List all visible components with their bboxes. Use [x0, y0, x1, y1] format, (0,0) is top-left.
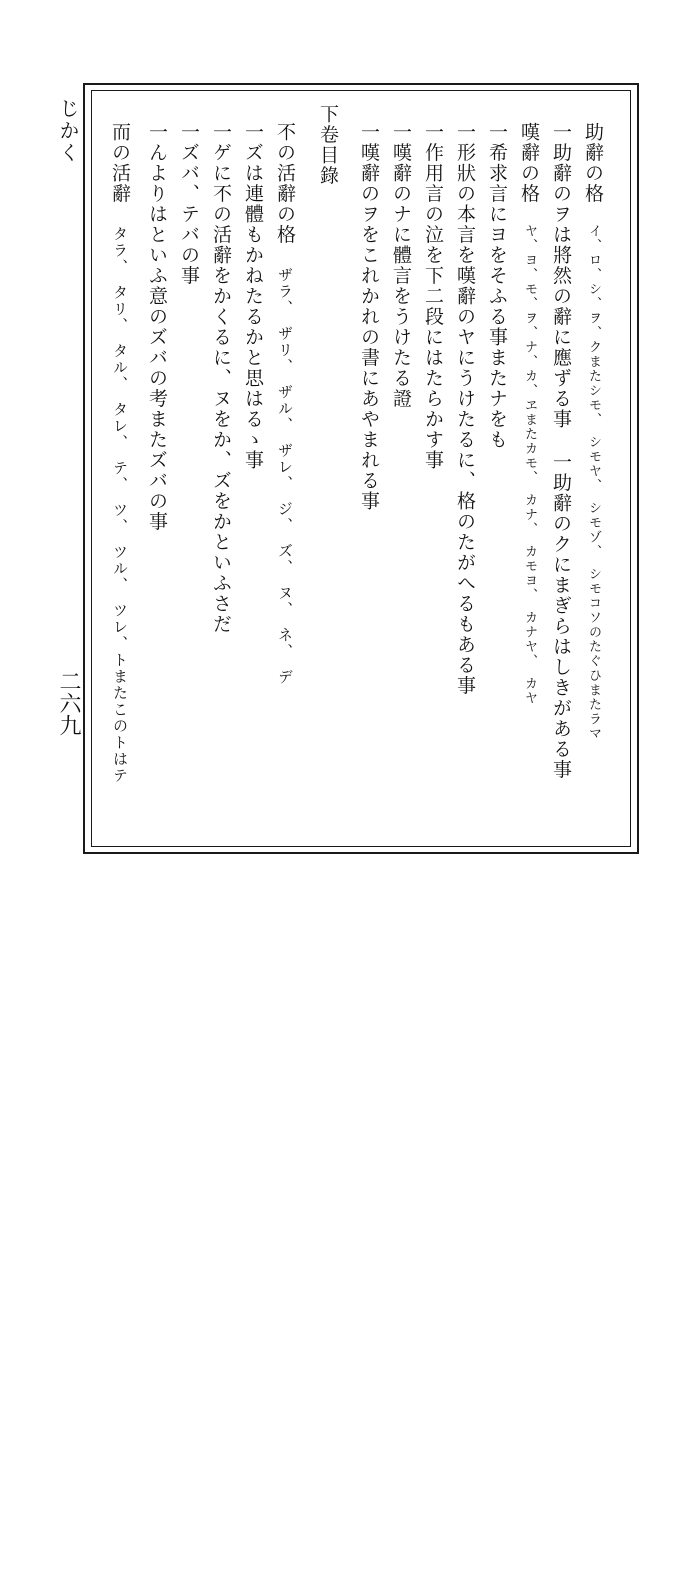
column-body: 一助辭のクにまぎらはしきがある事	[550, 451, 572, 780]
page-number: 二六九	[56, 670, 81, 736]
column-body: ザラ、 ザリ、 ザル、 ザレ、 ジ、 ズ、 ヌ、 ネ、 デ	[276, 267, 294, 686]
text-column	[108, 122, 132, 1039]
column-lead: 一ゲに不の活辭をかくるに、ヌをか、ズをかといふさだ	[210, 122, 232, 635]
text-column	[581, 122, 605, 1039]
text-column	[549, 122, 573, 1039]
column-lead: 一形狀の本言を嘆辭のヤにうけたるに、格のたがへるもある事	[454, 122, 476, 696]
column-lead: 下卷目錄	[317, 104, 339, 186]
column-lead: 助辭の格	[582, 122, 604, 204]
column-body: イ、ロ、シ、ヲ、クまたシモ、 シモヤ、 シモゾ、 シモコソのたぐひまたラマ	[586, 224, 601, 741]
text-column	[389, 122, 413, 1039]
column-lead: 一希求言にヨをそふる事またナをも	[486, 122, 508, 450]
section-heading	[316, 104, 340, 1021]
column-lead: 一作用言の泣を下二段にはたらかす事	[422, 122, 444, 471]
header-margin-text: じかく	[56, 98, 80, 164]
text-column	[421, 122, 445, 1039]
text-column	[485, 122, 509, 1039]
column-lead: 一嘆辭のヲをこれかれの書にあやまれる事	[358, 122, 380, 512]
column-lead: 一ズバ、テバの事	[178, 122, 200, 286]
column-lead: 不の活辭の格	[274, 122, 296, 245]
text-column	[517, 122, 541, 1039]
column-lead: 一助辭のヲは將然の辭に應ずる事	[550, 122, 572, 430]
column-lead: 而の活辭	[109, 122, 131, 204]
text-column	[241, 122, 265, 1039]
text-column	[357, 122, 381, 1039]
text-column	[177, 122, 201, 1039]
text-column	[209, 122, 233, 1039]
column-body: ヤ、ヨ、モ、ヲ、ナ、カ、ヱまたカモ、 カナ、 カモヨ、 カナヤ、 カヤ	[522, 224, 537, 706]
text-column	[145, 122, 169, 1039]
column-lead: 一嘆辭のナに體言をうけたる證	[390, 122, 412, 409]
column-lead: 嘆辭の格	[518, 122, 540, 204]
text-column	[453, 122, 477, 1039]
column-lead: 一んよりはといふ意のズバの考またズバの事	[146, 122, 168, 532]
text-column	[273, 122, 297, 1039]
column-lead: 一ズは連體もかねたるかと思はるゝ事	[242, 122, 264, 471]
column-body: タラ、 タリ、 タル、 タレ、 テ、 ツ、 ツル、 ツレ、トまたこのトはテ	[111, 226, 129, 784]
